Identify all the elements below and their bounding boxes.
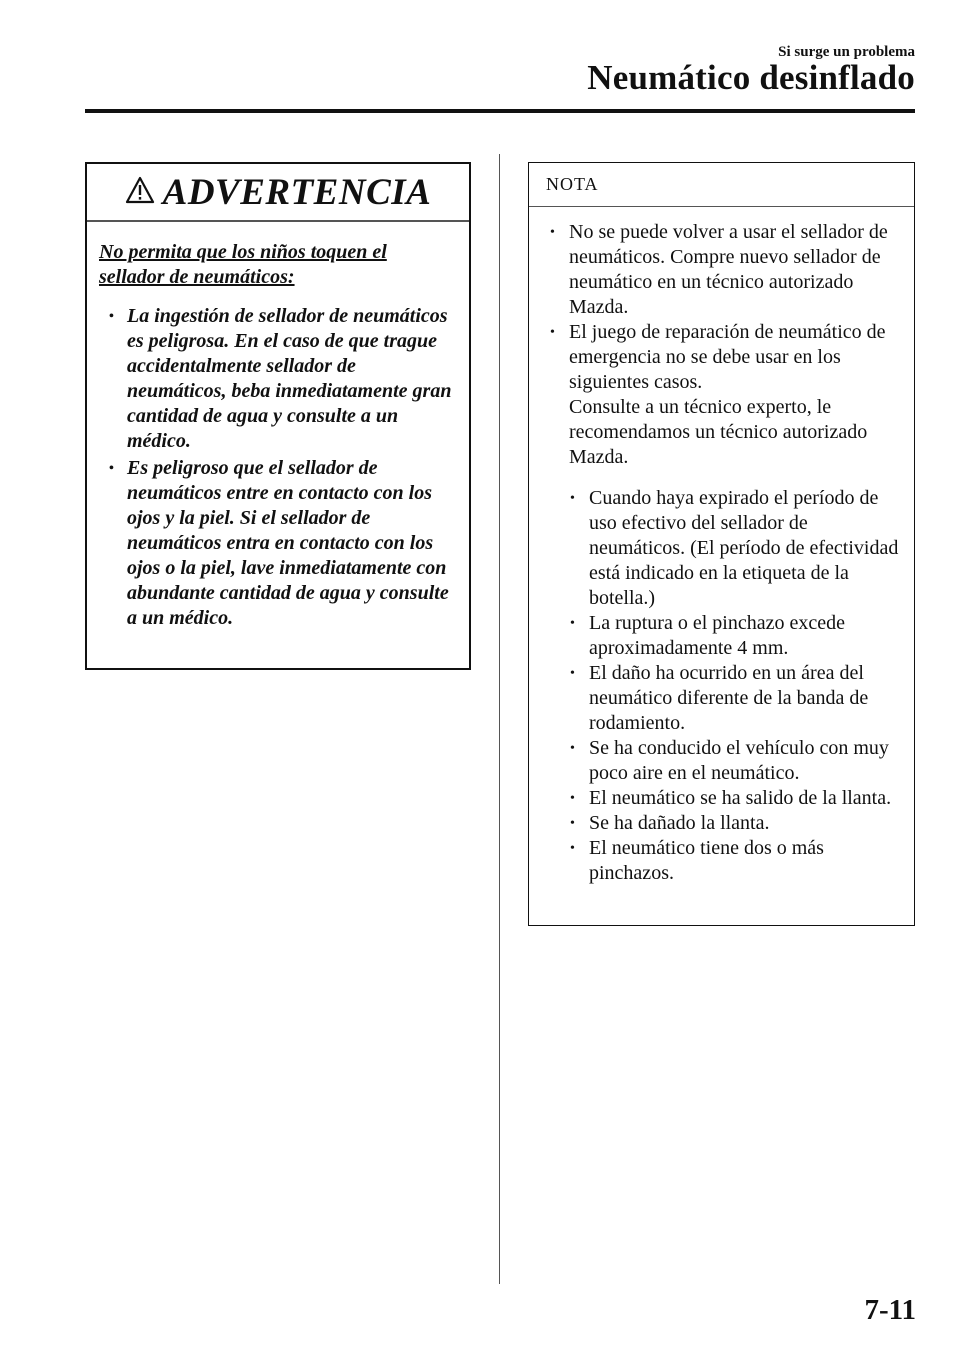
warning-triangle-icon bbox=[125, 176, 155, 209]
note-subitem: • El neumático tiene dos o más pinchazos. bbox=[589, 836, 908, 886]
warning-box bbox=[85, 162, 471, 670]
page-number: 7-11 bbox=[864, 1294, 916, 1326]
warning-header bbox=[87, 164, 469, 222]
note-header: NOTA bbox=[529, 163, 914, 207]
column-divider bbox=[499, 154, 500, 1284]
note-list bbox=[539, 220, 908, 886]
note-body bbox=[529, 207, 914, 886]
note-item bbox=[569, 320, 908, 886]
note-subitem: • Se ha conducido el vehículo con muy poco aire en el neumático. bbox=[589, 736, 908, 786]
header-rule bbox=[85, 109, 915, 113]
note-item-text: • No se puede volver a usar el sellador de neumáticos. Compre nuevo sellador de neumático en un técnico autorizado Mazda. bbox=[569, 221, 888, 318]
note-sublist bbox=[569, 486, 908, 886]
warning-body bbox=[87, 222, 469, 631]
note-subitem: • La ruptura o el pinchazo excede aproximadamente 4 mm. bbox=[589, 611, 908, 661]
note-box bbox=[528, 162, 915, 926]
note-item-continuation: Consulte a un técnico experto, le recomendamos un técnico autorizado Mazda. bbox=[569, 396, 868, 468]
note-subitem: • Se ha dañado la llanta. bbox=[589, 811, 908, 836]
warning-intro: No permita que los niños toquen el sellador de neumáticos: bbox=[99, 241, 387, 288]
note-item-text: • El juego de reparación de neumático de emergencia no se debe usar en los siguientes casos. bbox=[569, 321, 886, 393]
warning-item: • La ingestión de sellador de neumáticos es peligrosa. En el caso de que trague accidentalmente sellador de neumáticos, beba inmediatamente gran cantidad de agua y consulte a un médico. bbox=[127, 304, 457, 454]
warning-title: ADVERTENCIA bbox=[162, 171, 432, 213]
page-title: Neumático desinflado bbox=[587, 58, 915, 97]
note-subitem: • Cuando haya expirado el período de uso efectivo del sellador de neumáticos. (El período de efectividad está indicado en la etiqueta de la botella.) bbox=[589, 486, 908, 611]
note-subitem: • El daño ha ocurrido en un área del neumático diferente de la banda de rodamiento. bbox=[589, 661, 908, 736]
note-item bbox=[569, 220, 908, 320]
header-section-label: Si surge un problema bbox=[778, 44, 915, 60]
note-subitem: • El neumático se ha salido de la llanta. bbox=[589, 786, 908, 811]
warning-list bbox=[99, 304, 457, 631]
warning-item: • Es peligroso que el sellador de neumáticos entre en contacto con los ojos y la piel. Si el sellador de neumáticos entra en contacto con los ojos o la piel, lave inmediatamente con abundante cantidad de agua y consulte a un médico. bbox=[127, 456, 457, 631]
